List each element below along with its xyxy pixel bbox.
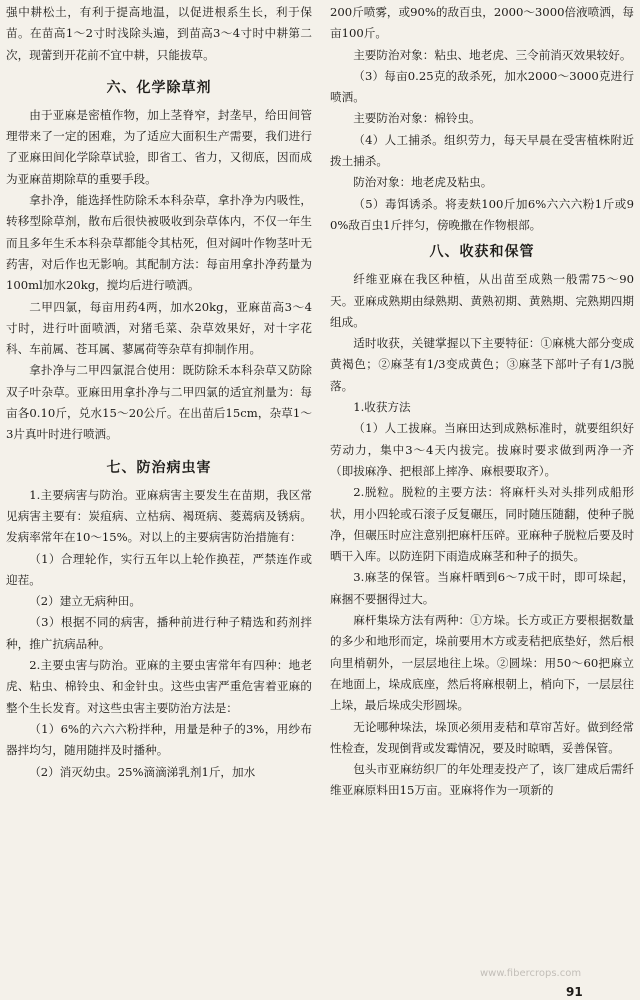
paragraph: 主要防治对象：粘虫、地老虎、三令前消灭效果较好。 bbox=[353, 47, 632, 62]
paragraph: （4）人工捕杀。组织劳力，每天早晨在受害植株附近拨土捕杀。 bbox=[330, 132, 634, 169]
paragraph: 由于亚麻是密植作物，加上茎脊窄，封垄早，给田间管理带来了一定的困难，为了适应大面积生产需要，我们进行了亚麻田间化学除草试验，即省工、省力，又彻底，因而成为亚麻苗期除草的重要手段。 bbox=[6, 107, 312, 186]
paragraph: 防治对象：地老虎及粘虫。 bbox=[353, 175, 493, 190]
paragraph: （1）合理轮作，实行五年以上轮作换茬，严禁连作或迎茬。 bbox=[6, 551, 312, 587]
paragraph: 无论哪种垛法，垛顶必须用麦秸和草帘苫好。做到经常性检查，发现倒背或发霉情况，要及时晾晒，妥善保管。 bbox=[330, 719, 634, 755]
page-number: 91 bbox=[566, 985, 583, 999]
paragraph: 适时收获，关键掌握以下主要特征：①麻桃大部分变成黄褐色；②麻茎有1/3变成黄色；③麻茎下部叶子有1/3脱落。 bbox=[330, 336, 634, 393]
paragraph: （1）人工拔麻。当麻田达到成熟标准时，就要组织好劳动力，集中3～4天内拔完。拔麻时要求做到两净一齐（即拔麻净、把根部上摔净、麻根要取齐）。 bbox=[330, 421, 634, 478]
paragraph: （3）每亩0.25克的敌杀死，加水2000～3000克进行喷洒。 bbox=[330, 68, 634, 105]
paragraph: 包头市亚麻纺织厂的年处理麦投产了，该厂建成后需纤维亚麻原料田15万亩。亚麻将作为一项新的 bbox=[330, 762, 634, 798]
paragraph: 2.主要虫害与防治。亚麻的主要虫害常年有四种：地老虎、粘虫、棉铃虫、和金针虫。这些虫害严重危害着亚麻的整个生长发育。对这些虫害主要防治方法是： bbox=[6, 658, 312, 715]
right-column bbox=[330, 2, 634, 802]
paragraph: 强中耕松土，有利于提高地温，以促进根系生长，利于保苗。在苗高1～2寸时浅除头遍，到苗高3～4寸时中耕第二次，现蕾到开花前不宜中耕，只能拔草。 bbox=[6, 5, 312, 62]
paragraph: 2.脱粒。脱粒的主要方法：将麻杆头对头排列成船形状，用小四轮或石滚子反复碾压，同时随压随翻，使种子脱净，但碾压时应注意别把麻杆压碎。亚麻种子脱粒后要及时晒干入库。以防连阴下雨造成麻茎和种子的损失。 bbox=[330, 485, 634, 564]
paragraph: 二甲四氯，每亩用药4两，加水20kg，亚麻苗高3～4寸时，进行叶面喷洒，对猪毛菜、杂草效果好，对十字花科、车前属、苍耳属、蓼属荷等杂草有抑制作用。 bbox=[6, 299, 312, 357]
paragraph: 1.收获方法 bbox=[353, 400, 411, 415]
watermark: www.fibercrops.com bbox=[480, 968, 582, 979]
paragraph: 1.主要病害与防治。亚麻病害主要发生在苗期，我区常见病害主要有：炭疽病、立枯病、褐斑病、菱蔫病及锈病。发病率常年在10～15%。对以上的主要病害防治措施有： bbox=[6, 487, 312, 545]
paragraph: （3）根据不同的病害，播种前进行种子精选和药剂拌种，推广抗病品种。 bbox=[6, 615, 312, 651]
paragraph: （2）消灭幼虫。25%滴滴涕乳剂1斤，加水 bbox=[29, 764, 256, 779]
paragraph: （5）毒饵诱杀。将麦麸100斤加6%六六六粉1斤或90%敌百虫1斤拌匀，傍晚撒在作物根部。 bbox=[330, 196, 634, 232]
paragraph: 拿扑净与二甲四氯混合使用：既防除禾本科杂草又防除双子叶杂草。亚麻田用拿扑净与二甲四氯的适宜剂量为：每亩各0.10斤，兑水15～20公斤。在出苗后15cm，杂草1～3片真叶时进行喷洒。 bbox=[6, 363, 312, 442]
section-heading-harvest: 八、收获和保管 bbox=[429, 244, 535, 261]
paragraph: （1）6%的六六六粉拌种，用量是种子的3%，用纱布器拌均匀，随用随拌及时播种。 bbox=[6, 721, 312, 758]
paragraph: 拿扑净，能选择性防除禾本科杂草，拿扑净为内吸性，转移型除草剂，散布后很快被吸收到杂草体内，不仅一年生而且多年生禾本科杂草都能令其枯死，但对阔叶作物茎叶无药害，对后作也无影响。其配制方法：每亩用拿扑净药量为100ml加水20kg，搅均后进行喷洒。 bbox=[6, 193, 312, 293]
paragraph: 主要防治对象：棉铃虫。 bbox=[353, 111, 481, 126]
section-heading-herbicide: 六、化学除草剂 bbox=[106, 79, 212, 96]
paragraph: （2）建立无病种田。 bbox=[29, 594, 141, 609]
paragraph: 200斤喷雾，或90%的敌百虫，2000～3000倍液喷洒，每亩100斤。 bbox=[330, 5, 635, 41]
left-column bbox=[6, 2, 312, 783]
section-heading-pest-control: 七、防治病虫害 bbox=[106, 459, 212, 476]
paragraph: 3.麻茎的保管。当麻杆晒到6～7成干时，即可垛起，麻捆不要捆得过大。 bbox=[330, 570, 634, 606]
paragraph: 麻杆集垛方法有两种：①方垛。长方或正方要根据数量的多少和地形而定，垛前要用木方或麦秸把底垫好，然后根向里梢朝外，一层层地往上垛。②圆垛：用50～60把麻立在地面上，垛成底座，然后将麻根朝上，梢向下，一层层往上垛，最后垛成尖形圆垛。 bbox=[330, 613, 634, 713]
paragraph: 纤维亚麻在我区种植，从出苗至成熟一般需75～90天。亚麻成熟期由绿熟期、黄熟初期、黄熟期、完熟期四期组成。 bbox=[330, 272, 634, 329]
